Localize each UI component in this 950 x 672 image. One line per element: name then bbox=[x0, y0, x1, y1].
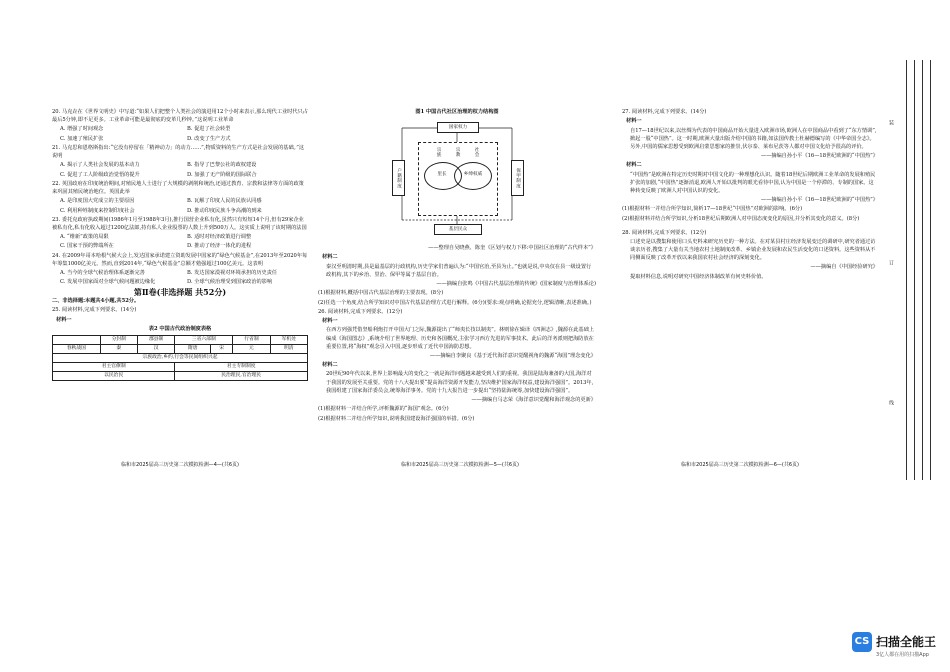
table-row bbox=[53, 362, 308, 371]
q26-material-2-source: ——摘编自马志荣《海洋意识觉醒和海洋观念的更新》 bbox=[471, 396, 596, 403]
q23-option-d: D. 推动了经济一体化的进程 bbox=[187, 243, 252, 250]
table-cell: 行省制 bbox=[233, 335, 270, 344]
table-cell: 军机处 bbox=[270, 335, 307, 344]
q28-material-text: 口述史是以搜集和使用口头史料来研究历史的一种方法。在对某县村庄经济发展变迁的调研中,研究者通过访谈亲历者,搜集了大量有关当地农村土地制度改革、乡镇企业发展和农民生活变化的口述资料。这些资料从不同侧面反映了改革开放以来我国农村社会经济的深刻变化。 bbox=[630, 239, 876, 262]
page-4-footer: 临和市2025届高三历史第二次模拟检测—4—(共6页) bbox=[121, 462, 239, 468]
q21-stem: 21. 马克思和恩格斯指出:“它没有停留在「精神动力」的动力……”,物质资料的生产方式是社会发展的基础。”这说明 bbox=[52, 144, 305, 160]
node-state-power: 国家权力 bbox=[437, 122, 479, 133]
q26-requirement-2: (2)根据材料二并结合所学知识,说明我国建设海洋强国的举措。(6分) bbox=[318, 415, 475, 422]
q27-material-2-source: ——摘编自孙小平《16—18世纪欧洲的“中国热”》 bbox=[760, 197, 878, 204]
binding-line-4 bbox=[930, 60, 931, 480]
q22-stem: 22. 英国政府在印度统治期间,对殖民地人士进行了大规模的剥削和统治,还通过教育、宗教和法律等方面的政策来巩固其殖民统治地位。英国此举 bbox=[52, 180, 304, 195]
q28-material-source: ——摘编自《中国经验研究》 bbox=[810, 264, 878, 271]
q20-stem: 20. 马克垚在《世界文明史》中写道:“如果人们把整个人类社会的演进用12个小时来表示,那么现代工业时代只占最后5分钟,即不足更多。工业革命可能是最彻底的变革几秒钟。”这说明工业革命 bbox=[52, 109, 308, 124]
q22-option-d: D. 推动印度民族斗争高潮的到来 bbox=[187, 207, 262, 214]
q26-material-2-text: 20世纪90年代以来,世界上影响最大的变化之一就是海洋问题越来越受到人们的重视。我国是陆海兼备的大国,海洋对于我国的发展至关重要。党的十八大提出要“提高海洋资源开发能力,坚决维护国家海洋权益,建设海洋强国”。2013年,我国组建了国家海洋委员会,统筹海洋事务。党的十九大报告进一步提出“坚持陆海统筹,加快建设海洋强国”。 bbox=[326, 371, 594, 394]
q20-option-c: C. 加速了殖民扩张 bbox=[60, 135, 104, 142]
table-cell: 以民治民 bbox=[53, 371, 175, 380]
q21-option-a: A. 揭示了人类社会发展的基本动力 bbox=[60, 162, 140, 169]
binding-label-ding: 订 bbox=[888, 260, 894, 265]
q24-option-d: D. 全球气候治理受到国家政治的影响 bbox=[187, 279, 273, 286]
binding-line-1 bbox=[906, 60, 907, 480]
table-row bbox=[53, 353, 308, 362]
binding-margin bbox=[888, 60, 940, 480]
camscanner-tagline: 3亿人都在用的扫描App bbox=[876, 652, 929, 658]
q27-material-2-label: 材料二 bbox=[626, 162, 642, 169]
binding-label-zhuang: 装 bbox=[888, 120, 894, 125]
node-village-head: 里长 bbox=[437, 172, 447, 178]
page-4-column bbox=[52, 108, 308, 387]
q27-material-1-text: 自17—18世纪以来,以丝绸为代表的中国商品开始大量进入欧洲市场,欧洲人在中国商品中看到了“东方情调”,掀起一股“中国热”。这一时期,欧洲大量出版介绍中国的书籍,如法国传教士杜赫德编写的《中华帝国全志》。另外,中国的儒家思想受到欧洲启蒙思想家的推崇,伏尔泰、莱布尼茨等人都对中国文化给予很高的评价。 bbox=[630, 127, 877, 150]
node-grassroots-people: 基层民众 bbox=[434, 224, 482, 235]
q22-option-b: B. 瓦解了印度人民的民族认同感 bbox=[187, 198, 262, 205]
camscanner-watermark bbox=[852, 632, 944, 662]
q26-heading: 26. 阅读材料,完成下列要求。(12分) bbox=[318, 308, 403, 315]
part2-title: 第Ⅱ卷(非选择题 共52分) bbox=[133, 286, 227, 297]
q20-option-b: B. 促进了社会转型 bbox=[187, 126, 231, 133]
q20-option-d: D. 改变了生产方式 bbox=[187, 135, 231, 142]
table-cell: 汉 bbox=[137, 344, 174, 353]
page-5-footer: 临和市2025届高三历史第二次模拟检测—5—(共6页) bbox=[401, 462, 519, 468]
table-cell: 三省六部制 bbox=[175, 335, 233, 344]
q22-option-a: A. 是印度国大党成立的主要原因 bbox=[60, 198, 135, 205]
q25-material-2-label: 材料二 bbox=[322, 254, 338, 261]
power-structure-diagram bbox=[382, 120, 532, 242]
node-clan: 宗族 bbox=[436, 146, 441, 158]
q23-option-a: A. “维新”政策的局限 bbox=[60, 234, 109, 241]
q21-option-b: B. 指导了巴黎公社的政权建设 bbox=[187, 162, 257, 169]
q24-options bbox=[52, 269, 308, 288]
q23-option-c: C. 国家干预的弊端所在 bbox=[60, 243, 114, 250]
camscanner-name: 扫描全能王 bbox=[876, 635, 937, 649]
q27-material-1-source: ——摘编自孙小平《16—18世纪欧洲的“中国热”》 bbox=[760, 153, 878, 160]
q26-requirement-1: (1)根据材料一并结合所学,评析魏源的“海国”观念。(6分) bbox=[318, 406, 449, 413]
table-cell: 宋 bbox=[211, 344, 233, 353]
q21-option-c: C. 促进了工人阶级政治觉悟的提升 bbox=[60, 171, 140, 178]
table-row bbox=[53, 344, 308, 353]
page-5-column bbox=[318, 108, 596, 424]
table-cell: 明清 bbox=[270, 344, 307, 353]
table-cell: 分封制 bbox=[100, 335, 137, 344]
table-caption: 表2 中国古代政治制度表格 bbox=[148, 325, 212, 332]
q24-stem: 24. 在2009年哥本哈根气候大会上,发达国家承诺建立资助发展中国家的“绿色气候基金”,在2013年至2020年每年筹集1000亿美元。然而,直到2014年,“绿色气候基金”总额才勉强超过100亿美元。这表明 bbox=[52, 252, 308, 267]
node-religion: 宗教 bbox=[455, 146, 460, 158]
q27-requirement-2: (2)根据材料并结合所学知识,分析18世纪后期欧洲人对中国态度变化的原因,并分析其变化的意义。(8分) bbox=[622, 215, 860, 222]
node-household-registration: 户籍制度 bbox=[392, 160, 405, 196]
table-cell: 君主专制制度 bbox=[175, 362, 308, 371]
figure-title: 图1 中国古代社区治理的权力结构图 bbox=[415, 109, 499, 115]
table-cell: 秦 bbox=[100, 344, 137, 353]
table-cell: 君主官僚制 bbox=[53, 362, 175, 371]
q23-option-b: B. 适时对经济政策进行调整 bbox=[187, 234, 252, 241]
node-baojia-system: 保甲制度 bbox=[511, 160, 524, 196]
q28-heading: 28. 阅读材料,完成下列要求。(12分) bbox=[622, 229, 707, 236]
page-6-footer: 临和市2025届高三历史第二次模拟检测—6—(共6页) bbox=[681, 462, 799, 468]
q25-heading: 25. 阅读材料,完成下列要求。(14分) bbox=[52, 307, 137, 314]
q28-requirement: 提取材料信息,说明对研究中国经济体制改革有何史料价值。 bbox=[630, 273, 767, 280]
table-row bbox=[53, 335, 308, 344]
q24-option-a: A. 当今的全球气候治理体系逐渐完善 bbox=[60, 270, 145, 277]
binding-line-2 bbox=[914, 60, 915, 480]
table-row bbox=[53, 371, 308, 380]
table-cell: 宗族政治,乡约,行会等民间组织兴起 bbox=[53, 353, 308, 362]
q22-options bbox=[52, 197, 308, 216]
table-cell: 郡县制 bbox=[137, 335, 174, 344]
node-gentry-authority: 乡绅权威 bbox=[463, 172, 483, 178]
q27-material-2-text: “中国热”是欧洲在特定历史时期对中国文化的一种理想化认识。随着18世纪后期欧洲工业革命的发展和殖民扩张的加剧,“中国热”逐渐消退,欧洲人开始以批判的眼光看待中国,认为中国是一个停滞的、专制的国家。这种转变反映了欧洲人对中国认识的变化。 bbox=[630, 171, 876, 194]
q25-requirement-2: (2)任选一个角度,结合所学知识对中国古代基层治理方式进行解释。(6分)(要求:观点明确,论据充分,逻辑清晰,表述准确。) bbox=[318, 299, 592, 306]
table-cell: 元 bbox=[233, 344, 270, 353]
q26-material-2-label: 材料二 bbox=[322, 362, 338, 369]
table-cell: 民治理民,官治理民 bbox=[175, 371, 308, 380]
q21-options bbox=[52, 161, 308, 180]
q26-material-1-source: ——摘编自李聚良《基于近代海洋意识觉醒视角的魏源“海国”理念变化》 bbox=[429, 352, 596, 359]
q22-option-c: C. 利用种姓制度来控制印度社会 bbox=[60, 207, 135, 214]
q25-requirement-1: (1)根据材料,概括中国古代基层治理的主要表现。(8分) bbox=[318, 290, 444, 297]
q23-options bbox=[52, 233, 308, 252]
q23-stem: 23. 委托克政府执政期间(1986年1月至1988年3月),推行国营企业私有化,虽然只有短短14个月,但有29家企业被私有化,私有化收入超过1200亿法郎,持有私人企业股票的人数上升到500万人。这实质上说明了该时期的法国 bbox=[52, 216, 307, 231]
page-6-column bbox=[622, 108, 878, 282]
q26-material-1-label: 材料一 bbox=[322, 318, 338, 325]
q27-requirement-1: (1)根据材料一并结合所学知识,简析17—18世纪“中国热”对欧洲的影响。(6分) bbox=[622, 206, 803, 213]
q26-material-1-text: 在西方列强凭借坚船利炮打开中国大门之际,魏源提出了“师夷长技以制夷”。林则徐在辑译《四洲志》,魏源在此基础上编成《海国图志》,系统介绍了世界地理、历史和各国概况,主张学习西方先进的军事技术。此后的洋务派则把海防放在重要位置,将“海权”观念引入中国,逐步形成了近代中国海防思想。 bbox=[326, 327, 594, 350]
political-system-table bbox=[52, 335, 308, 381]
table-cell: 春秋战国 bbox=[53, 344, 101, 353]
q25-material-2-text: 秦汉至明清时期,县是最基层的行政机构,历史学家们普遍认为:“中国官治,至县为止。”也就是说,中央仅在县一级设置行政机构,其下的乡治、里治、保甲等属于基层自治。 bbox=[326, 263, 592, 278]
binding-line-3 bbox=[922, 60, 923, 480]
binding-label-xian: 线 bbox=[888, 400, 894, 405]
q24-option-c: C. 发展中国家面对全球气候问题被边缘化 bbox=[60, 279, 156, 286]
table-cell: 隋唐 bbox=[175, 344, 211, 353]
q24-option-b: B. 发达国家漠视对环境承担的历史责任 bbox=[187, 270, 278, 277]
q21-option-d: D. 加强了无产阶级的国际联合 bbox=[187, 171, 257, 178]
part2-note: 二、非选择题:本题共4小题,共52分。 bbox=[52, 297, 140, 304]
q20-option-a: A. 增强了时间观念 bbox=[60, 126, 104, 133]
figure-source: ——整理自吴晓燕、陈奎《区划与权力下移:中国社区治理的“古代样本”》 bbox=[428, 245, 596, 252]
q27-heading: 27. 阅读材料,完成下列要求。(14分) bbox=[622, 109, 707, 115]
table-cell bbox=[53, 335, 101, 344]
node-society: 社会 bbox=[474, 146, 479, 158]
q27-material-1-label: 材料一 bbox=[626, 118, 642, 125]
q20-options bbox=[52, 125, 308, 144]
q25-material-2-source: ——摘编自张鸣《中国古代基层治理的传统》(国家制度与治理体系论) bbox=[436, 281, 596, 288]
q25-material-1-label: 材料一 bbox=[56, 316, 72, 323]
camscanner-logo-icon: CS bbox=[852, 632, 872, 652]
